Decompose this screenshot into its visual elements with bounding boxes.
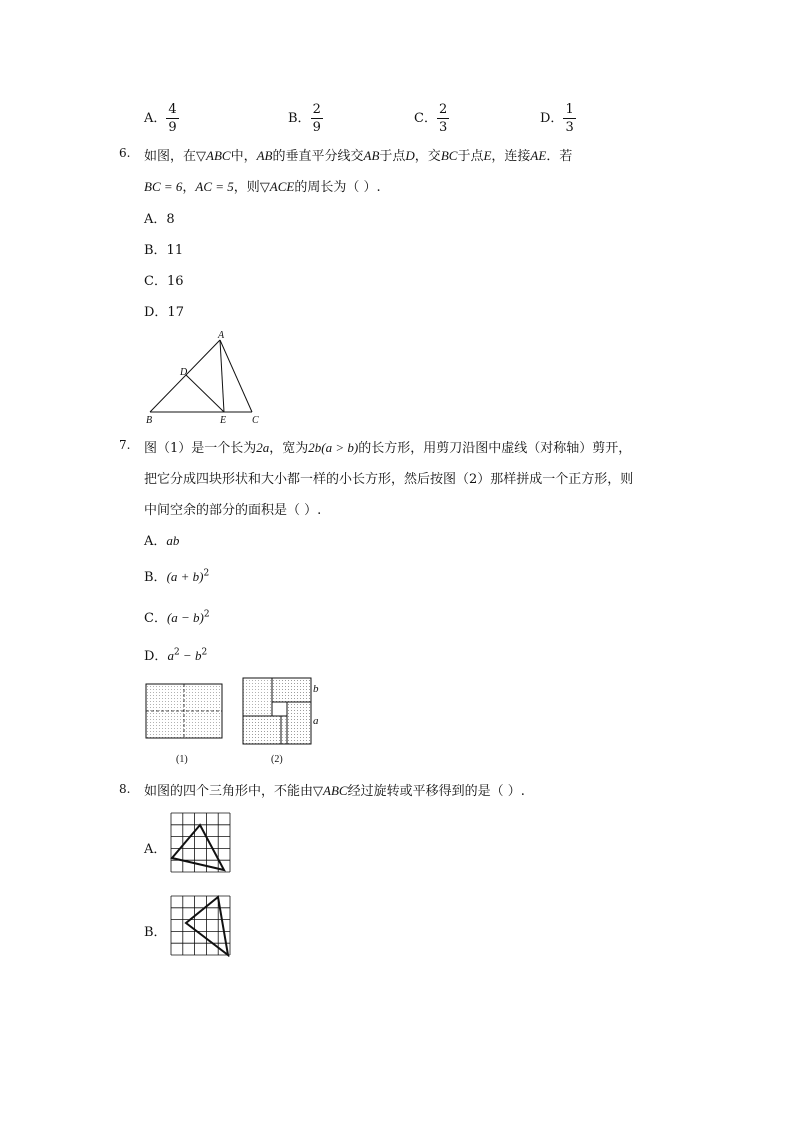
q6-option-c: C．16 bbox=[144, 274, 184, 289]
fraction: $\frac{4}{9}$ bbox=[168, 102, 177, 135]
q7-stem-line1: 图（1）是一个长为2a，宽为2b(a > b)的长方形，用剪刀沿图中虚线（对称轴）剪开， bbox=[144, 440, 632, 456]
label-a: A bbox=[218, 330, 225, 341]
fraction: $\frac{2}{3}$ bbox=[438, 102, 448, 135]
q5-option-b: B． $\frac{2}{9}$ bbox=[288, 102, 321, 135]
q7-figures bbox=[140, 676, 340, 768]
q7-stem-line3: 中间空余的部分的面积是（ ）. bbox=[144, 503, 322, 518]
q6-option-b: B．11 bbox=[144, 243, 184, 258]
q5-option-c: C． $\frac{2}{3}$ bbox=[414, 102, 448, 135]
question-number: 7. bbox=[119, 438, 131, 452]
q7-stem-line2: 把它分成四块形状和大小都一样的小长方形，然后按图（2）那样拼成一个正方形，则 bbox=[144, 472, 634, 487]
q6-triangle-figure bbox=[140, 328, 270, 426]
q8-option-b-letter: B． bbox=[144, 925, 167, 940]
q6-option-a: A．8 bbox=[144, 212, 175, 227]
label-a: a bbox=[313, 715, 319, 727]
figure-2-square bbox=[243, 678, 311, 744]
fraction: $\frac{1}{3}$ bbox=[565, 102, 574, 135]
q7-option-a: A．ab bbox=[144, 533, 180, 549]
figure-1-rectangle bbox=[146, 684, 222, 738]
question-number: 8. bbox=[119, 782, 131, 796]
q6-stem-line1: 如图，在▽ABC中，AB的垂直平分线交AB于点D，交BC于点E，连接AE．若 bbox=[144, 148, 573, 164]
label-c: C bbox=[252, 415, 259, 426]
q7-option-c: C．$(a - b)^2$ bbox=[144, 609, 210, 626]
label-e: E bbox=[220, 415, 227, 426]
figure-2-caption: (2) bbox=[271, 754, 283, 765]
q6-option-d: D．17 bbox=[144, 305, 184, 320]
q7-option-d: D．$a^2 - b^2$ bbox=[144, 647, 208, 664]
q8-option-b-grid bbox=[170, 895, 232, 957]
fraction: $\frac{2}{9}$ bbox=[312, 102, 321, 135]
label-b: b bbox=[313, 683, 319, 695]
question-number: 6. bbox=[119, 146, 131, 160]
q8-stem: 如图的四个三角形中，不能由▽ABC经过旋转或平移得到的是（ ）. bbox=[144, 783, 525, 799]
q5-option-d: D． $\frac{1}{3}$ bbox=[540, 102, 574, 135]
q5-option-a: A． $\frac{4}{9}$ bbox=[144, 102, 177, 135]
q7-option-b: B．$(a + b)^2$ bbox=[144, 568, 210, 585]
label-d: D bbox=[180, 367, 188, 378]
q8-option-a-letter: A． bbox=[144, 842, 167, 857]
q6-stem-line2: BC = 6，AC = 5，则▽ACE的周长为（ ）. bbox=[144, 179, 381, 195]
label-b: B bbox=[146, 415, 153, 426]
figure-1-caption: (1) bbox=[176, 754, 188, 765]
q8-option-a-grid bbox=[170, 812, 232, 874]
